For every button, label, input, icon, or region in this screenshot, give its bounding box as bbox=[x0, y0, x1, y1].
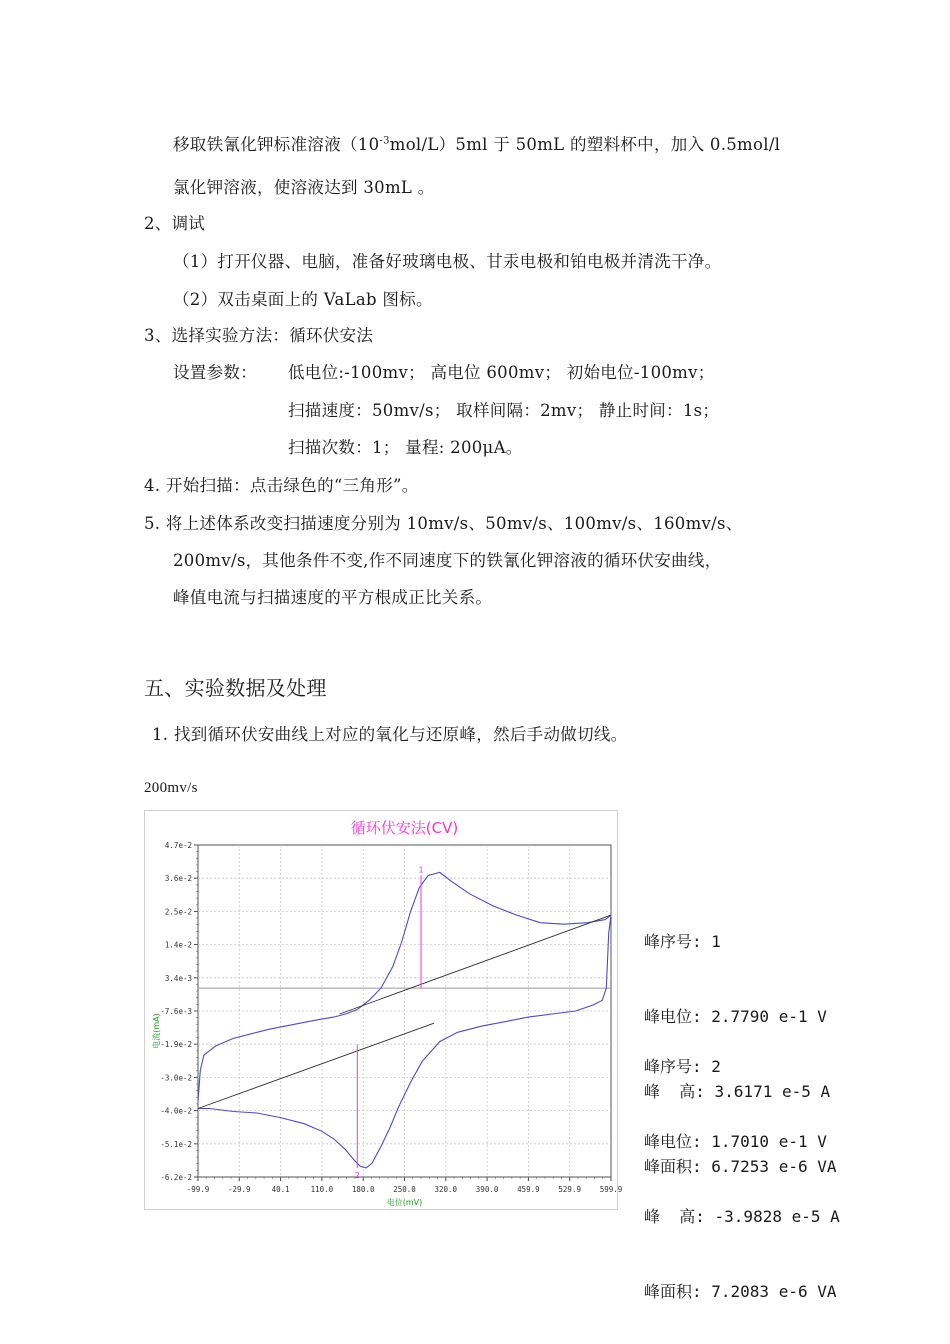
cv-chart-figure bbox=[144, 810, 623, 1210]
params-label: 设置参数： bbox=[173, 363, 257, 382]
procedure-line-1 bbox=[173, 131, 780, 155]
section-5-title: 五、实验数据及处理 bbox=[144, 676, 327, 700]
step-2-title: 2、调试 bbox=[144, 214, 206, 233]
step-2-item-2: （2）双击桌面上的 VaLab 图标。 bbox=[173, 290, 433, 309]
y-tick-label: -5.1e-2 bbox=[160, 1139, 192, 1149]
y-axis-label: 电流(mA) bbox=[152, 1013, 161, 1049]
peak-label: 1 bbox=[418, 865, 424, 875]
params-row-1: 低电位:-100mv； 高电位 600mv； 初始电位-100mv； bbox=[288, 363, 715, 382]
chart-title: 循环伏安法(CV) bbox=[350, 819, 459, 837]
x-tick-label: 110.0 bbox=[310, 1185, 334, 1194]
peak-2-area: 峰面积: 7.2083 e-6 VA bbox=[644, 1282, 837, 1301]
step-5-line-a: 5. 将上述体系改变扫描速度分别为 10mv/s、50mv/s、100mv/s、160mv/s、 bbox=[144, 514, 743, 533]
y-tick-label: 4.7e-2 bbox=[164, 841, 192, 850]
x-axis-label: 电位(mV) bbox=[386, 1198, 423, 1207]
procedure-line-2: 氯化钾溶液，使溶液达到 30mL 。 bbox=[173, 178, 435, 197]
procedure-line-1a: 移取铁氰化钾标准溶液（10 bbox=[173, 135, 380, 154]
y-tick-label: 3.6e-2 bbox=[164, 874, 192, 884]
x-tick-label: 599.9 bbox=[599, 1185, 623, 1194]
peak-2-potential: 峰电位: 1.7010 e-1 V bbox=[644, 1132, 827, 1151]
step-5-line-b: 200mv/s，其他条件不变,作不同速度下的铁氰化钾溶液的循环伏安曲线， bbox=[173, 551, 722, 570]
x-tick-label: 250.0 bbox=[393, 1185, 416, 1194]
params-row-2: 扫描速度：50mv/s； 取样间隔：2mv； 静止时间：1s； bbox=[288, 401, 720, 420]
peak-label: 2 bbox=[354, 1170, 360, 1180]
step-4: 4. 开始扫描：点击绿色的“三角形”。 bbox=[144, 476, 419, 495]
baseline-line bbox=[340, 915, 611, 1014]
y-tick-label: 2.5e-2 bbox=[164, 907, 192, 917]
baseline-line bbox=[198, 1023, 434, 1108]
x-tick-label: 390.0 bbox=[475, 1185, 499, 1194]
section-5-item-1: 1. 找到循环伏安曲线上对应的氧化与还原峰，然后手动做切线。 bbox=[152, 725, 628, 744]
x-tick-label: -29.9 bbox=[228, 1185, 251, 1194]
step-2-item-1: （1）打开仪器、电脑，准备好玻璃电极、甘汞电极和铂电极并清洗干净。 bbox=[173, 252, 722, 271]
x-tick-label: 180.0 bbox=[351, 1185, 375, 1194]
exponent: -3 bbox=[379, 135, 390, 147]
x-tick-label: 529.9 bbox=[558, 1185, 581, 1194]
y-tick-label: -6.2e-2 bbox=[160, 1173, 192, 1182]
y-tick-label: -4.0e-2 bbox=[160, 1106, 192, 1116]
params-row-3: 扫描次数：1； 量程: 200μA。 bbox=[288, 438, 523, 457]
step-3-title: 3、选择实验方法：循环伏安法 bbox=[144, 326, 374, 345]
procedure-line-1b: mol/L）5ml 于 50mL 的塑料杯中，加入 0.5mol/l bbox=[389, 135, 781, 154]
x-tick-label: 320.0 bbox=[434, 1185, 458, 1194]
x-tick-label: -99.9 bbox=[186, 1185, 210, 1194]
x-tick-label: 40.1 bbox=[271, 1185, 290, 1194]
peak-2-info bbox=[644, 1004, 840, 1329]
peak-1-potential: 峰电位: 2.7790 e-1 V bbox=[644, 1007, 827, 1026]
y-tick-label: 3.4e-3 bbox=[164, 973, 192, 983]
peak-1-height: 峰 高: 3.6171 e-5 A bbox=[644, 1082, 831, 1101]
scan-rate-label: 200mv/s bbox=[144, 780, 198, 796]
y-tick-label: -1.9e-2 bbox=[160, 1040, 192, 1050]
peak-1-number: 峰序号: 1 bbox=[644, 932, 721, 951]
y-tick-label: 1.4e-2 bbox=[164, 940, 192, 950]
y-tick-label: -3.0e-2 bbox=[160, 1073, 192, 1083]
step-5-line-c: 峰值电流与扫描速度的平方根成正比关系。 bbox=[173, 588, 493, 607]
cv-chart bbox=[145, 811, 623, 1211]
peak-1-area: 峰面积: 6.7253 e-6 VA bbox=[644, 1157, 837, 1176]
x-tick-label: 459.9 bbox=[517, 1185, 540, 1194]
peak-2-height: 峰 高: -3.9828 e-5 A bbox=[644, 1207, 840, 1226]
peak-2-number: 峰序号: 2 bbox=[644, 1057, 721, 1076]
y-tick-label: -7.6e-3 bbox=[160, 1007, 192, 1016]
